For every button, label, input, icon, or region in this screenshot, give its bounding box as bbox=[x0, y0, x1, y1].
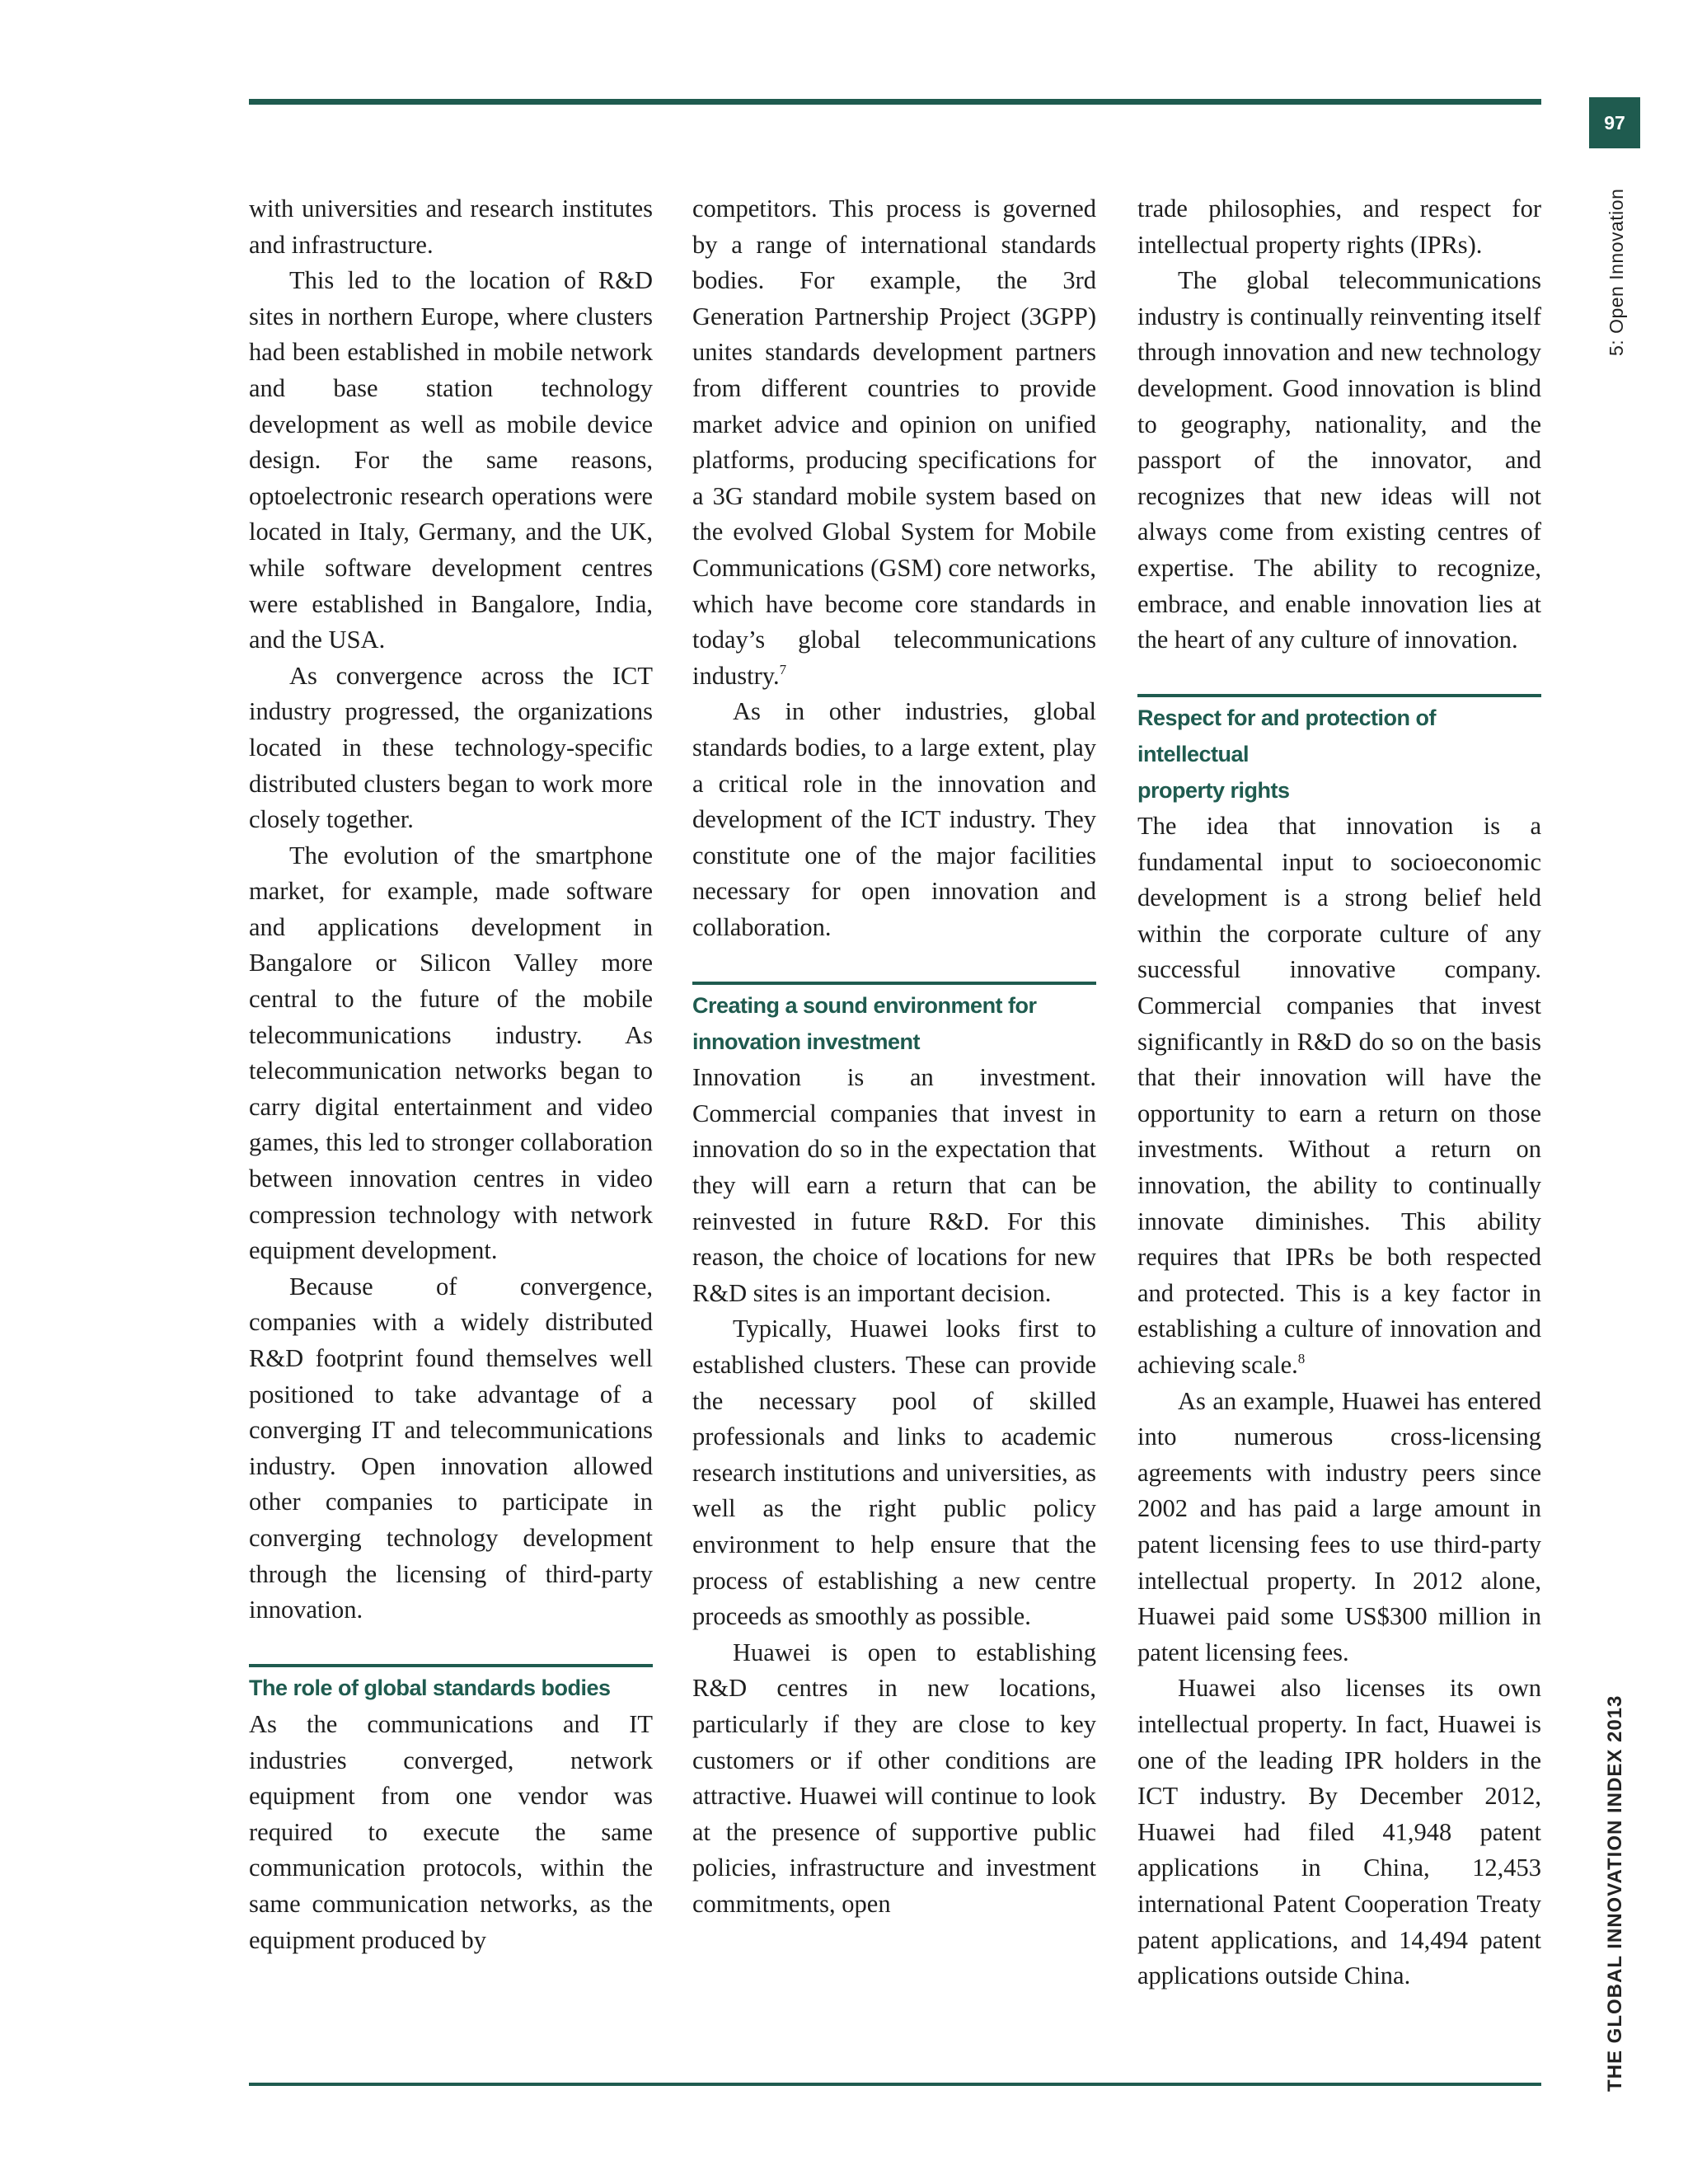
footnote-ref: 8 bbox=[1297, 1351, 1306, 1366]
column-1 bbox=[249, 191, 653, 1958]
paragraph: Huawei is open to establishing R&D centres in new locations, particularly if they are close to key customers or if other conditions are attractive. Huawei will continue to look at the presence of supportive public policies, infrastructure and investment commitments, open bbox=[692, 1638, 1096, 1918]
paragraph: The evolution of the smartphone market, for example, made software and applications development in Bangalore or Silicon Valley more central to the future of the mobile telecommunications industry. As telecommunication networks began to carry digital entertainment and video games, this led to stronger collaboration between innovation centres in video compression technology with network equipment development. bbox=[249, 841, 653, 1265]
section-heading-investment bbox=[692, 982, 1096, 1060]
heading-line: Respect for and protection of intellectual bbox=[1137, 705, 1437, 766]
section-heading-standards-bodies: The role of global standards bodies bbox=[249, 1664, 653, 1707]
section-heading-ipr bbox=[1137, 694, 1541, 808]
page-number: 97 bbox=[1589, 97, 1640, 148]
column-2 bbox=[692, 191, 1096, 1923]
paragraph: This led to the location of R&D sites in northern Europe, where clusters had been established in mobile network and base station technology development as well as mobile device design. For the same reasons, optoelectronic research operations were located in Italy, Germany, and the UK, while software development centres were established in Bangalore, India, and the USA. bbox=[249, 266, 653, 654]
report-title: THE GLOBAL INNOVATION INDEX 2013 bbox=[1604, 1694, 1626, 2092]
paragraph: As an example, Huawei has entered into numerous cross-licensing agreements with industry peers since 2002 and has paid a large amount in patent licensing fees to use third-party intellectual property. In 2012 alone, Huawei paid some US$300 million in patent licensing fees. bbox=[1137, 1386, 1541, 1666]
paragraph-text: The idea that innovation is a fundamental input to socioeconomic development is a strong belief held within the corporate culture of any successful innovative company. Commercial companies that invest significantly in R&D do so on the basis that their innovation will have the opportunity to earn a return on those investments. Without a return on innovation, the ability to continually innovate diminishes. This ability requires that IPRs be both respected and protected. This is a key factor in establishing a culture of innovation and achieving scale. bbox=[1137, 812, 1541, 1379]
paragraph: The global telecommunications industry is continually reinventing itself through innovation and new technology development. Good innovation is blind to geography, nationality, and the passport of the innovator, and recognizes that new ideas will not always come from existing centres of expertise. The ability to recognize, embrace, and enable innovation lies at the heart of any culture of innovation. bbox=[1137, 266, 1541, 654]
heading-line: innovation investment bbox=[692, 1029, 921, 1054]
paragraph-text: competitors. This process is governed by a range of international standards bodies. For example, the 3rd Generation Partnership Project (3GPP) unites standards development partners from different countries to provide market advice and opinion on unified platforms, producing specifications for a 3G standard mobile system based on the evolved Global System for Mobile Communications (GSM) core networks, which have become core standards in today’s global telecommunications industry. bbox=[692, 194, 1096, 690]
paragraph: As in other industries, global standards bodies, to a large extent, play a critical role in the innovation and development of the ICT industry. They constitute one of the major facilities necessary for open innovation and collaboration. bbox=[692, 697, 1096, 941]
paragraph: Huawei also licenses its own intellectual property. In fact, Huawei is one of the leading IPR holders in the ICT industry. By December 2012, Huawei had filed 41,948 patent applications in China, 12,453 international Patent Cooperation Treaty patent applications, and 14,494 patent applications outside China. bbox=[1137, 1674, 1541, 1990]
paragraph: trade philosophies, and respect for intellectual property rights (IPRs). bbox=[1137, 194, 1541, 259]
chapter-label: 5: Open Innovation bbox=[1606, 188, 1627, 356]
footnote-ref: 7 bbox=[779, 661, 787, 677]
paragraph bbox=[1137, 808, 1541, 1384]
heading-line: property rights bbox=[1137, 777, 1290, 803]
heading-line: Creating a sound environment for bbox=[692, 993, 1037, 1019]
paragraph: Innovation is an investment. Commercial companies that invest in innovation do so in the expectation that they will earn a return that can be reinvested in future R&D. For this reason, the choice of locations for new R&D sites is an important decision. bbox=[692, 1063, 1096, 1307]
paragraph bbox=[692, 191, 1096, 694]
column-3 bbox=[1137, 191, 1541, 1994]
top-rule bbox=[249, 99, 1541, 105]
paragraph: with universities and research institutes and infrastructure. bbox=[249, 194, 653, 259]
paragraph: Typically, Huawei looks first to established clusters. These can provide the necessary pool of skilled professionals and links to academic research institutions and universities, as well as the right public policy environment to help ensure that the process of establishing a new centre proceeds as smoothly as possible. bbox=[692, 1315, 1096, 1631]
paragraph: As the communications and IT industries converged, network equipment from one vendor was required to execute the same communication protocols, within the same communication networks, as the equipment produced by bbox=[249, 1709, 653, 1954]
bottom-rule bbox=[249, 2083, 1541, 2086]
paragraph: As convergence across the ICT industry progressed, the organizations located in these technology-specific distributed clusters began to work more closely together. bbox=[249, 661, 653, 834]
paragraph: Because of convergence, companies with a widely distributed R&D footprint found themselves well positioned to take advantage of a converging IT and telecommunications industry. Open innovation allowed other companies to participate in converging technology development through the licensing of third-party innovation. bbox=[249, 1272, 653, 1624]
